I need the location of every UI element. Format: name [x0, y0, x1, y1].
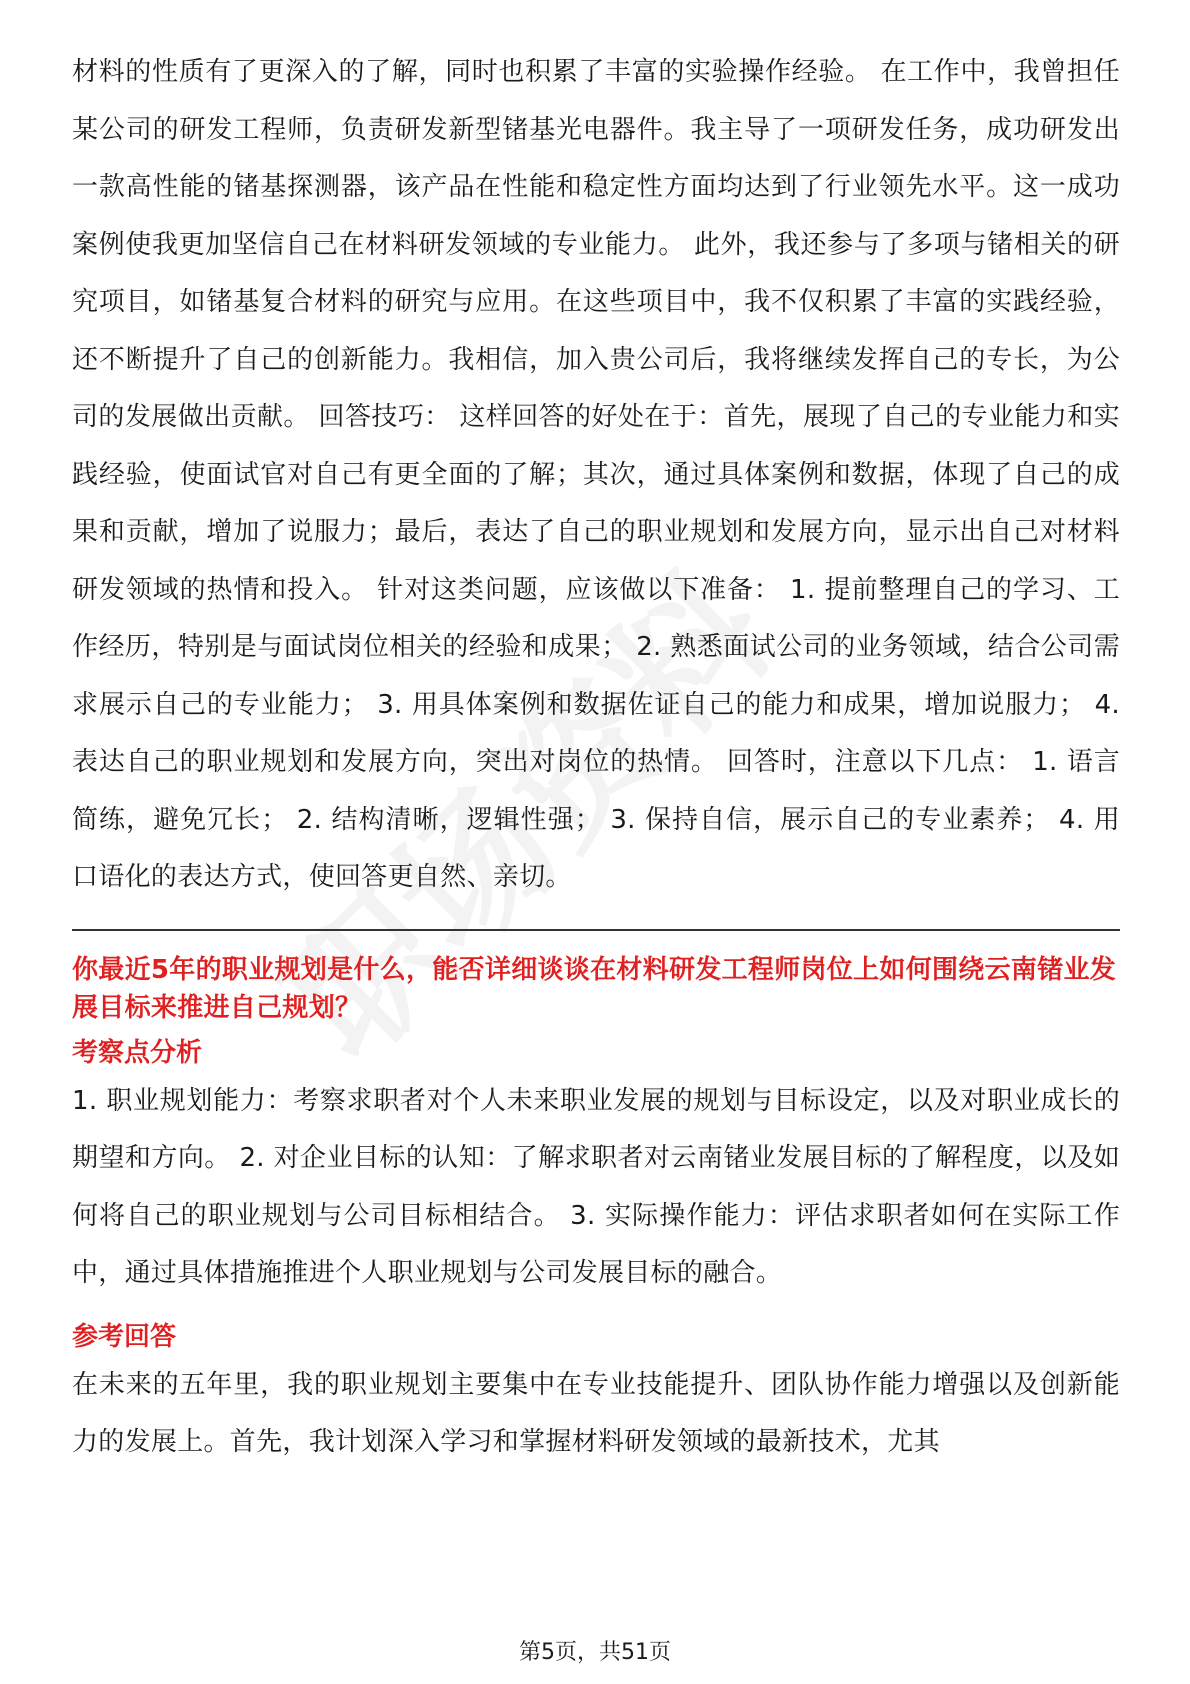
reference-answer-heading: 参考回答 — [72, 1321, 177, 1352]
interview-question: 你最近5年的职业规划是什么，能否详细谈谈在材料研发工程师岗位上如何围绕云南锗业发展目标来推进自己规划？ — [72, 954, 1117, 1023]
document-page — [72, 44, 1120, 1472]
analysis-paragraph: 1. 职业规划能力：考察求职者对个人未来职业发展的规划与目标设定，以及对职业成长的期望和方向。 2. 对企业目标的认知：了解求职者对云南锗业发展目标的了解程度，以及如何将自己的职业规划与公司目标相结合。 3. 实际操作能力：评估求职者如何在实际工作中，通过具体措施推进个人职业规划与公司发展目标的融合。 — [72, 1085, 1120, 1288]
reference-answer-paragraph: 在未来的五年里，我的职业规划主要集中在专业技能提升、团队协作能力增强以及创新能力的发展上。首先，我计划深入学习和掌握材料研发领域的最新技术，尤其 — [72, 1369, 1120, 1457]
section-divider — [72, 929, 1120, 931]
answer-continuation-paragraph: 材料的性质有了更深入的了解，同时也积累了丰富的实验操作经验。 在工作中，我曾担任某公司的研发工程师，负责研发新型锗基光电器件。我主导了一项研发任务，成功研发出一款高性能的锗基探测器，该产品在性能和稳定性方面均达到了行业领先水平。这一成功案例使我更加坚信自己在材料研发领域的专业能力。 此外，我还参与了多项与锗相关的研究项目，如锗基复合材料的研究与应用。在这些项目中，我不仅积累了丰富的实践经验，还不断提升了自己的创新能力。我相信，加入贵公司后，我将继续发挥自己的专长，为公司的发展做出贡献。 回答技巧： 这样回答的好处在于：首先，展现了自己的专业能力和实践经验，使面试官对自己有更全面的了解；其次，通过具体案例和数据，体现了自己的成果和贡献，增加了说服力；最后，表达了自己的职业规划和发展方向，显示出自己对材料研发领域的热情和投入。 针对这类问题，应该做以下准备： 1. 提前整理自己的学习、工作经历，特别是与面试岗位相关的经验和成果； 2. 熟悉面试公司的业务领域，结合公司需求展示自己的专业能力； 3. 用具体案例和数据佐证自己的能力和成果，增加说服力； 4. 表达自己的职业规划和发展方向，突出对岗位的热情。 回答时，注意以下几点： 1. 语言简练，避免冗长； 2. 结构清晰，逻辑性强； 3. 保持自信，展示自己的专业素养； 4. 用口语化的表达方式，使回答更自然、亲切。 — [72, 57, 1120, 892]
analysis-heading: 考察点分析 — [72, 1037, 203, 1068]
page-number-footer: 第5页，共51页 — [519, 1640, 671, 1665]
